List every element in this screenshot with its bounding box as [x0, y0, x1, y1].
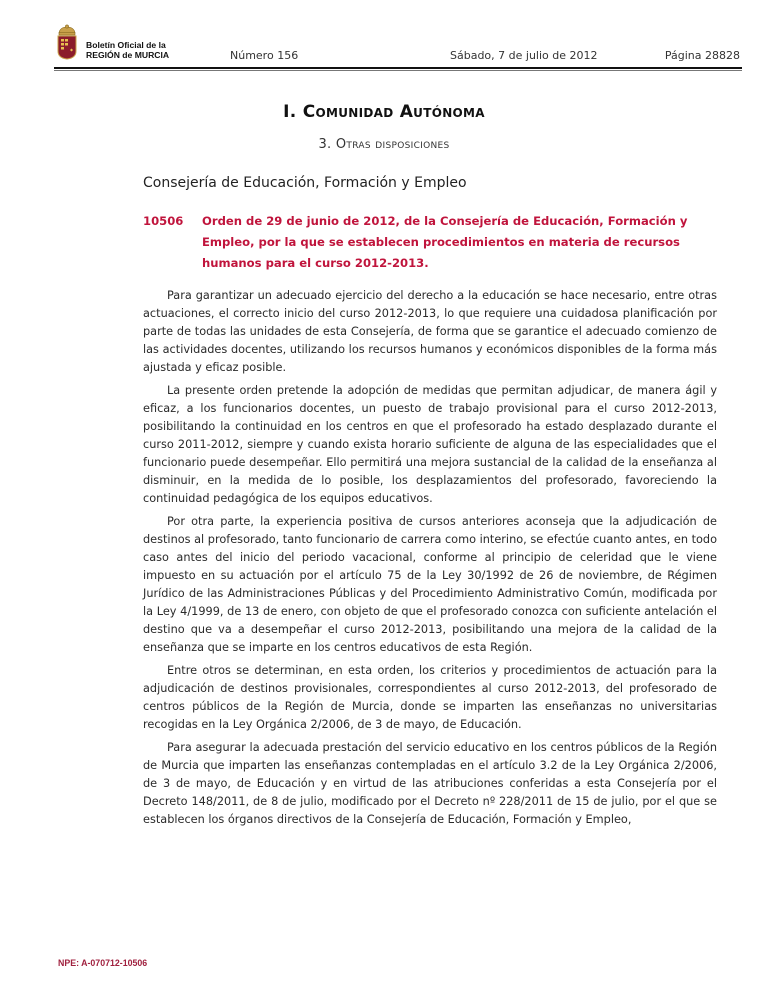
issue-date: Sábado, 7 de julio de 2012 — [450, 49, 598, 62]
page-number: Página 28828 — [664, 49, 740, 62]
region-murcia-crest-icon — [56, 24, 78, 60]
bulletin-brand — [86, 40, 169, 60]
page-header — [54, 24, 746, 72]
npe-footer: NPE: A-070712-10506 — [58, 958, 148, 968]
header-rule-thick — [54, 67, 742, 69]
header-rule-thin — [54, 70, 742, 71]
subsection-title: 3. Otras disposiciones — [318, 137, 450, 152]
paragraph: Entre otros se determinan, en esta orden, los criterios y procedimientos de actuación para la adjudicación de destinos provisionales, correspondientes al curso 2012-2013, del profesorado de centros públicos de la Región de Murcia, donde se imparten las enseñanzas no universitarias recogidas en la Ley Orgánica 2/2006, de 3 de mayo, de Educación. — [143, 664, 717, 731]
paragraph: Para garantizar un adecuado ejercicio del derecho a la educación se hace necesario, entre otras actuaciones, el correcto inicio del curso 2012-2013, lo que requiere una cuidadosa planificación por parte de todas las unidades de esta Consejería, de forma que se garantice el adecuado comienzo de las actividades docentes, utilizando los recursos humanos y económicos disponibles de la forma más ajustada y eficaz posible. — [143, 289, 717, 374]
brand-line-2: REGIÓN de MURCIA — [86, 50, 170, 60]
paragraph: Por otra parte, la experiencia positiva de cursos anteriores aconseja que la adjudicación de destinos al profesorado, tanto funcionario de carrera como interino, se efectúe cuanto antes, en todo caso antes del inicio del periodo vacacional, conforme al principio de celeridad que le viene impuesto en su actuación por el artículo 75 de la Ley 30/1992 de 26 de noviembre, de Régimen Jurídico de las Administraciones Públicas y del Procedimiento Administrativo Común, modificada por la Ley 4/1999, de 13 de enero, con objeto de que el profesorado conozca con suficiente antelación el destino que va a desempeñar el curso 2012-2013, posibilitando una mejora de la calidad de la enseñanza que se imparte en los centros educativos de esta Región. — [143, 515, 718, 654]
paragraph: La presente orden pretende la adopción de medidas que permitan adjudicar, de manera ágil y eficaz, a los funcionarios docentes, un puesto de trabajo provisional para el curso 2012-2013, posibilitando la continuidad en los centros en que el profesorado ha estado desplazado durante el curso 2011-2012, siempre y cuando exista horario suficiente de alguna de las especialidades que el funcionario puede desempeñar. Ello permitirá una mejora sustancial de la calidad de la enseñanza al disminuir, en la medida de lo posible, los desplazamientos del profesorado, favoreciendo la continuidad pedagógica de los equipos educativos. — [143, 384, 717, 505]
issue-number: Número 156 — [230, 49, 299, 62]
section-title: I. Comunidad Autónoma — [283, 102, 485, 122]
brand-line-1: Boletín Oficial de la — [86, 40, 166, 50]
organization-name: Consejería de Educación, Formación y Empleo — [143, 175, 467, 191]
document-body — [143, 287, 717, 834]
paragraph: Para asegurar la adecuada prestación del servicio educativo en los centros públicos de la Región de Murcia que imparten las enseñanzas contempladas en el artículo 3.2 de la Ley Orgánica 2/2006, de 3 de mayo, de Educación y en virtud de las atribuciones conferidas a esta Consejería por el Decreto 148/2011, de 8 de julio, modificado por el Decreto nº 228/2011 de 15 de julio, por el que se establecen los órganos directivos de la Consejería de Educación, Formación y Empleo, — [143, 741, 717, 826]
order-title: Orden de 29 de junio de 2012, de la Consejería de Educación, Formación y Empleo, por la que se establecen procedimientos en materia de recursos humanos para el curso 2012-2013. — [202, 214, 688, 270]
order-number: 10506 — [143, 214, 184, 228]
